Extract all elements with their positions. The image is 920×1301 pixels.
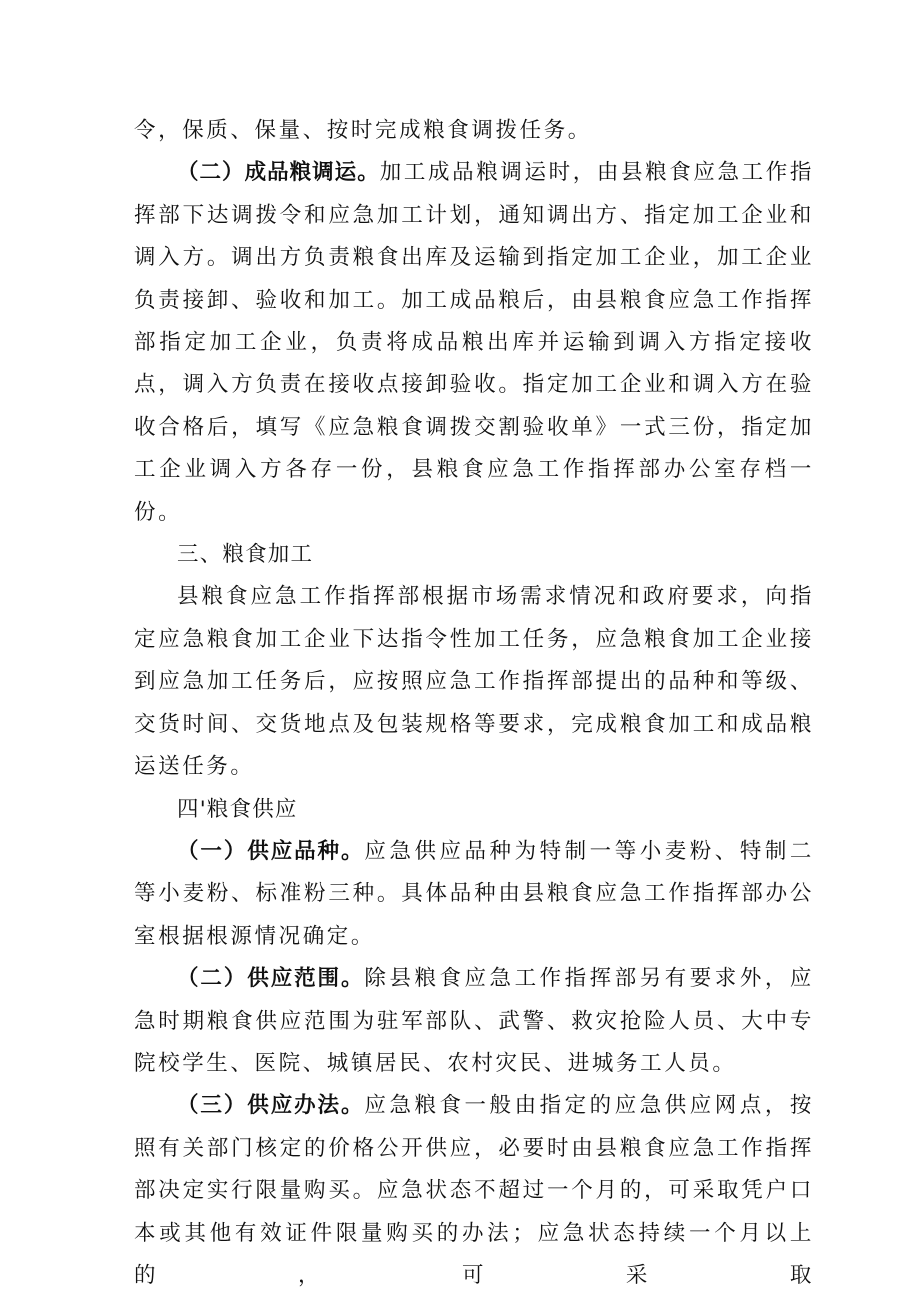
paragraph-text: 令，保质、保量、按时完成粮食调拨任务。 [134,118,592,143]
paragraph-supply-scope [134,958,814,1085]
paragraph-lead: （二）成品粮调运。 [177,160,380,186]
paragraph-text: 除县粮食应急工作指挥部另有要求外，应急时期粮食供应范围为驻军部队、武警、救灾抢险人员、大中专院校学生、医院、城镇居民、农村灾民、进城务工人员。 [134,966,814,1076]
paragraph-grain-processing [134,576,814,788]
paragraph-continuation [134,110,814,152]
paragraph-supply-method [134,1085,814,1297]
paragraph-lead: （二）供应范围。 [177,966,365,992]
section-heading-grain-supply: 四'粮食供应 [177,796,298,822]
paragraph-lead: （三）供应办法。 [177,1093,365,1119]
paragraph-finished-grain-transport [134,152,814,534]
paragraph-supply-varieties [134,831,814,958]
paragraph-lead: （一）供应品种。 [177,838,365,864]
document-body [134,110,814,1297]
paragraph-text: 加工成品粮调运时，由县粮食应急工作指挥部下达调拨令和应急加工计划，通知调出方、指定加工企业和调入方。调出方负责粮食出库及运输到指定加工企业，加工企业负责接卸、验收和加工。加工成品粮后，由县粮食应急工作指挥部指定加工企业，负责将成品粮出库并运输到调入方指定接收点，调入方负责在接收点接卸验收。指定加工企业和调入方在验收合格后，填写《应急粮食调拨交割验收单》一式三份，指定加工企业调入方各存一份，县粮食应急工作指挥部办公室存档一份。 [134,160,814,525]
paragraph-text: 应急供应品种为特制一等小麦粉、特制二等小麦粉、标准粉三种。具体品种由县粮食应急工作指挥部办公室根据根源情况确定。 [134,838,814,949]
paragraph-text: 应急粮食一般由指定的应急供应网点，按照有关部门核定的价格公开供应，必要时由县粮食应急工作指挥部决定实行限量购买。应急状态不超过一个月的，可采取凭户口本或其他有效证件限量购买的办法；应急状态持续一个月以上的，可采取 [134,1093,814,1288]
paragraph-text: 县粮食应急工作指挥部根据市场需求情况和政府要求，向指定应急粮食加工企业下达指令性加工任务，应急粮食加工企业接到应急加工任务后，应按照应急工作指挥部提出的品种和等级、交货时间、交货地点及包装规格等要求，完成粮食加工和成品粮运送任务。 [134,584,814,780]
section-heading-grain-processing: 三、粮食加工 [177,542,314,568]
